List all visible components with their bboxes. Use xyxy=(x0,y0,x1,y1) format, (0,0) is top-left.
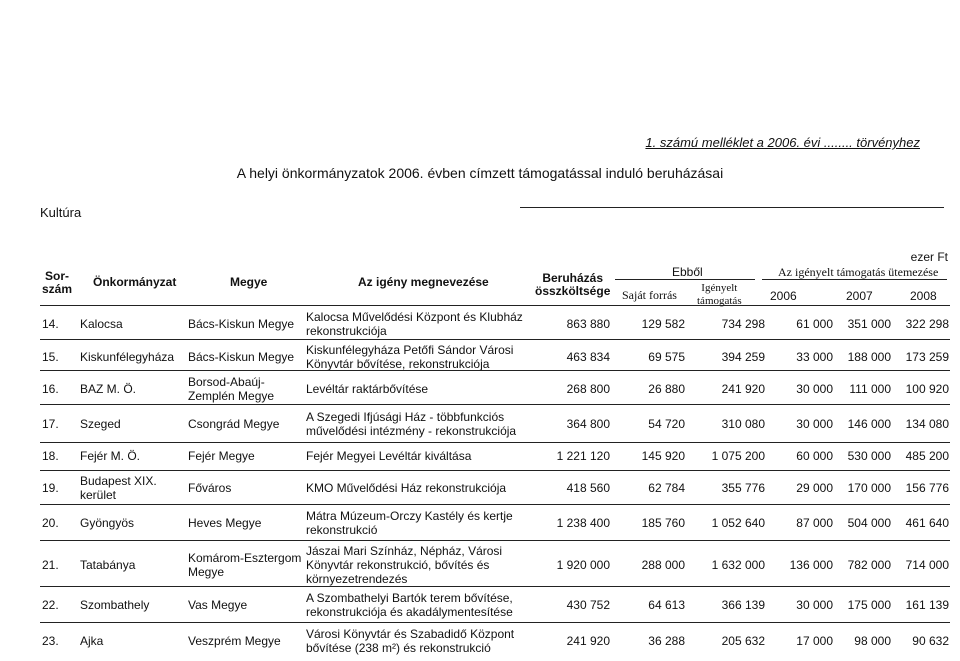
row-separator xyxy=(40,339,950,340)
row-separator xyxy=(40,370,950,371)
cell-2006: 29 000 xyxy=(796,481,833,495)
cell-2007: 530 000 xyxy=(847,449,891,463)
cell-2006: 30 000 xyxy=(796,598,833,612)
cell-osszkoltseg: 430 752 xyxy=(566,598,610,612)
cell-2007: 504 000 xyxy=(847,516,891,530)
table-row xyxy=(0,446,960,466)
cell-onkormanyzat: Szombathely xyxy=(80,598,150,612)
table-row xyxy=(0,310,960,338)
cell-2006: 61 000 xyxy=(796,317,833,331)
cell-sorszam: 23. xyxy=(42,634,59,648)
cell-igenyelt: 394 259 xyxy=(721,350,765,364)
cell-onkormanyzat: Ajka xyxy=(80,634,104,648)
cell-igenyelt: 1 075 200 xyxy=(711,449,765,463)
cell-2007: 146 000 xyxy=(847,417,891,431)
header-2008: 2008 xyxy=(910,289,937,303)
cell-2006: 33 000 xyxy=(796,350,833,364)
cell-sajat-forras: 288 000 xyxy=(641,558,685,572)
cell-igeny: A Szombathelyi Bartók terem bővítése, rekonstrukciója és akadálymentesítése xyxy=(306,591,513,619)
cell-sajat-forras: 26 880 xyxy=(648,382,685,396)
cell-igeny: Levéltár raktárbővítése xyxy=(306,382,429,396)
cell-megye: Fejér Megye xyxy=(188,449,255,463)
unit-label: ezer Ft xyxy=(910,250,948,264)
cell-igeny: Városi Könyvtár és Szabadidő Központ bővítése (238 m²) és rekonstrukció xyxy=(306,627,515,655)
cell-2007: 111 000 xyxy=(849,382,891,396)
cell-igeny: A Szegedi Ifjúsági Ház - többfunkciós művelődési intézmény - rekonstrukciója xyxy=(306,410,517,438)
header-igenyelt: Igényelt támogatás xyxy=(697,282,742,307)
cell-2008: 461 640 xyxy=(905,516,949,530)
cell-sorszam: 20. xyxy=(42,516,59,530)
cell-onkormanyzat: Szeged xyxy=(80,417,121,431)
cell-sorszam: 18. xyxy=(42,449,59,463)
header-2006: 2006 xyxy=(770,289,797,303)
cell-2006: 136 000 xyxy=(789,558,833,572)
row-separator xyxy=(40,404,950,405)
cell-2008: 134 080 xyxy=(905,417,949,431)
cell-2008: 100 920 xyxy=(905,382,949,396)
cell-sorszam: 19. xyxy=(42,481,59,495)
cell-igenyelt: 366 139 xyxy=(721,598,765,612)
header-megye: Megye xyxy=(230,275,268,289)
cell-onkormanyzat: Tatabánya xyxy=(80,558,136,572)
cell-sajat-forras: 69 575 xyxy=(648,350,685,364)
table-row xyxy=(0,408,960,440)
table-row xyxy=(0,343,960,371)
table-row xyxy=(0,626,960,656)
cell-2008: 714 000 xyxy=(905,558,949,572)
cell-igeny: Kiskunfélegyháza Petőfi Sándor Városi Könyvtár bővítése, rekonstrukciója xyxy=(306,343,514,371)
cell-osszkoltseg: 863 880 xyxy=(566,317,610,331)
cell-osszkoltseg: 241 920 xyxy=(566,634,610,648)
cell-2007: 782 000 xyxy=(847,558,891,572)
cell-osszkoltseg: 1 221 120 xyxy=(556,449,610,463)
header-onkormanyzat: Önkormányzat xyxy=(93,275,177,289)
cell-sajat-forras: 54 720 xyxy=(648,417,685,431)
cell-igeny: Mátra Múzeum-Orczy Kastély és kertje rekonstrukció xyxy=(306,509,513,537)
cell-2007: 351 000 xyxy=(847,317,891,331)
cell-sajat-forras: 185 760 xyxy=(641,516,685,530)
cell-megye: Főváros xyxy=(188,481,232,495)
cell-igenyelt: 310 080 xyxy=(721,417,765,431)
cell-onkormanyzat: Budapest XIX. kerület xyxy=(80,474,157,502)
cell-sorszam: 21. xyxy=(42,558,59,572)
cell-2008: 485 200 xyxy=(905,449,949,463)
cell-osszkoltseg: 418 560 xyxy=(566,481,610,495)
cell-osszkoltseg: 1 238 400 xyxy=(556,516,610,530)
cell-sorszam: 22. xyxy=(42,598,59,612)
cell-sajat-forras: 64 613 xyxy=(648,598,685,612)
cell-sajat-forras: 145 920 xyxy=(641,449,685,463)
cell-2006: 60 000 xyxy=(796,449,833,463)
row-separator xyxy=(40,622,950,623)
cell-sajat-forras: 129 582 xyxy=(641,317,685,331)
cell-megye: Vas Megye xyxy=(188,598,248,612)
cell-sorszam: 14. xyxy=(42,317,59,331)
header-2007: 2007 xyxy=(846,289,873,303)
row-separator xyxy=(40,504,950,505)
cell-2008: 90 632 xyxy=(912,634,949,648)
header-beruhazas: Beruházás összköltsége xyxy=(535,271,611,298)
cell-megye: Bács-Kiskun Megye xyxy=(188,350,295,364)
cell-2006: 30 000 xyxy=(796,417,833,431)
cell-megye: Csongrád Megye xyxy=(188,417,280,431)
cell-igenyelt: 205 632 xyxy=(721,634,765,648)
cell-2006: 17 000 xyxy=(796,634,833,648)
cell-igenyelt: 1 052 640 xyxy=(711,516,765,530)
cell-2008: 161 139 xyxy=(905,598,949,612)
cell-igeny: Jászai Mari Színház, Népház, Városi Könyvtár rekonstrukció, bővítés és környezetrendezés xyxy=(306,544,503,586)
cell-2008: 322 298 xyxy=(905,317,949,331)
cell-2007: 175 000 xyxy=(847,598,891,612)
table-row xyxy=(0,544,960,586)
cell-2007: 188 000 xyxy=(847,350,891,364)
cell-megye: Veszprém Megye xyxy=(188,634,281,648)
cell-2008: 156 776 xyxy=(905,481,949,495)
cell-igenyelt: 355 776 xyxy=(721,481,765,495)
cell-osszkoltseg: 1 920 000 xyxy=(556,558,610,572)
cell-onkormanyzat: Kiskunfélegyháza xyxy=(80,350,175,364)
cell-igeny: KMO Művelődési Ház rekonstrukciója xyxy=(306,481,507,495)
cell-sajat-forras: 62 784 xyxy=(648,481,685,495)
cell-onkormanyzat: Gyöngyös xyxy=(80,516,135,530)
cell-osszkoltseg: 364 800 xyxy=(566,417,610,431)
row-separator xyxy=(40,586,950,587)
cell-igeny: Kalocsa Művelődési Központ és Klubház rekonstrukciója xyxy=(306,310,523,338)
cell-megye: Heves Megye xyxy=(188,516,262,530)
header-utemezes: Az igényelt támogatás ütemezése xyxy=(778,265,939,279)
cell-onkormanyzat: Fejér M. Ö. xyxy=(80,449,141,463)
cell-igenyelt: 1 632 000 xyxy=(711,558,765,572)
header-igeny: Az igény megnevezése xyxy=(358,275,489,289)
cell-2006: 87 000 xyxy=(796,516,833,530)
cell-2007: 98 000 xyxy=(854,634,891,648)
table-row xyxy=(0,374,960,404)
cell-onkormanyzat: Kalocsa xyxy=(80,317,123,331)
table-row xyxy=(0,508,960,538)
table-row xyxy=(0,590,960,620)
cell-2006: 30 000 xyxy=(796,382,833,396)
page-title: A helyi önkormányzatok 2006. évben címzett támogatással induló beruházásai xyxy=(236,165,724,181)
cell-onkormanyzat: BAZ M. Ö. xyxy=(80,382,137,396)
row-separator xyxy=(40,442,950,443)
annex-label: 1. számú melléklet a 2006. évi ........ törvényhez xyxy=(645,135,920,150)
cell-megye: Borsod-Abaúj- Zemplén Megye xyxy=(188,375,275,403)
cell-osszkoltseg: 463 834 xyxy=(566,350,610,364)
row-separator xyxy=(40,540,950,541)
cell-igeny: Fejér Megyei Levéltár kiváltása xyxy=(306,449,472,463)
cell-sajat-forras: 36 288 xyxy=(648,634,685,648)
header-ebbol: Ebből xyxy=(672,265,703,279)
cell-2008: 173 259 xyxy=(905,350,949,364)
cell-sorszam: 15. xyxy=(42,350,59,364)
cell-igenyelt: 734 298 xyxy=(721,317,765,331)
category-label: Kultúra xyxy=(40,205,82,220)
cell-sorszam: 16. xyxy=(42,382,59,396)
table-row xyxy=(0,474,960,502)
header-sajat: Saját forrás xyxy=(622,288,677,302)
cell-2007: 170 000 xyxy=(847,481,891,495)
cell-megye: Bács-Kiskun Megye xyxy=(188,317,295,331)
cell-megye: Komárom-Esztergom Megye xyxy=(188,551,302,579)
row-separator xyxy=(40,470,950,471)
header-sorszam: Sor- szám xyxy=(42,269,73,296)
cell-sorszam: 17. xyxy=(42,417,59,431)
cell-igenyelt: 241 920 xyxy=(721,382,765,396)
cell-osszkoltseg: 268 800 xyxy=(566,382,610,396)
